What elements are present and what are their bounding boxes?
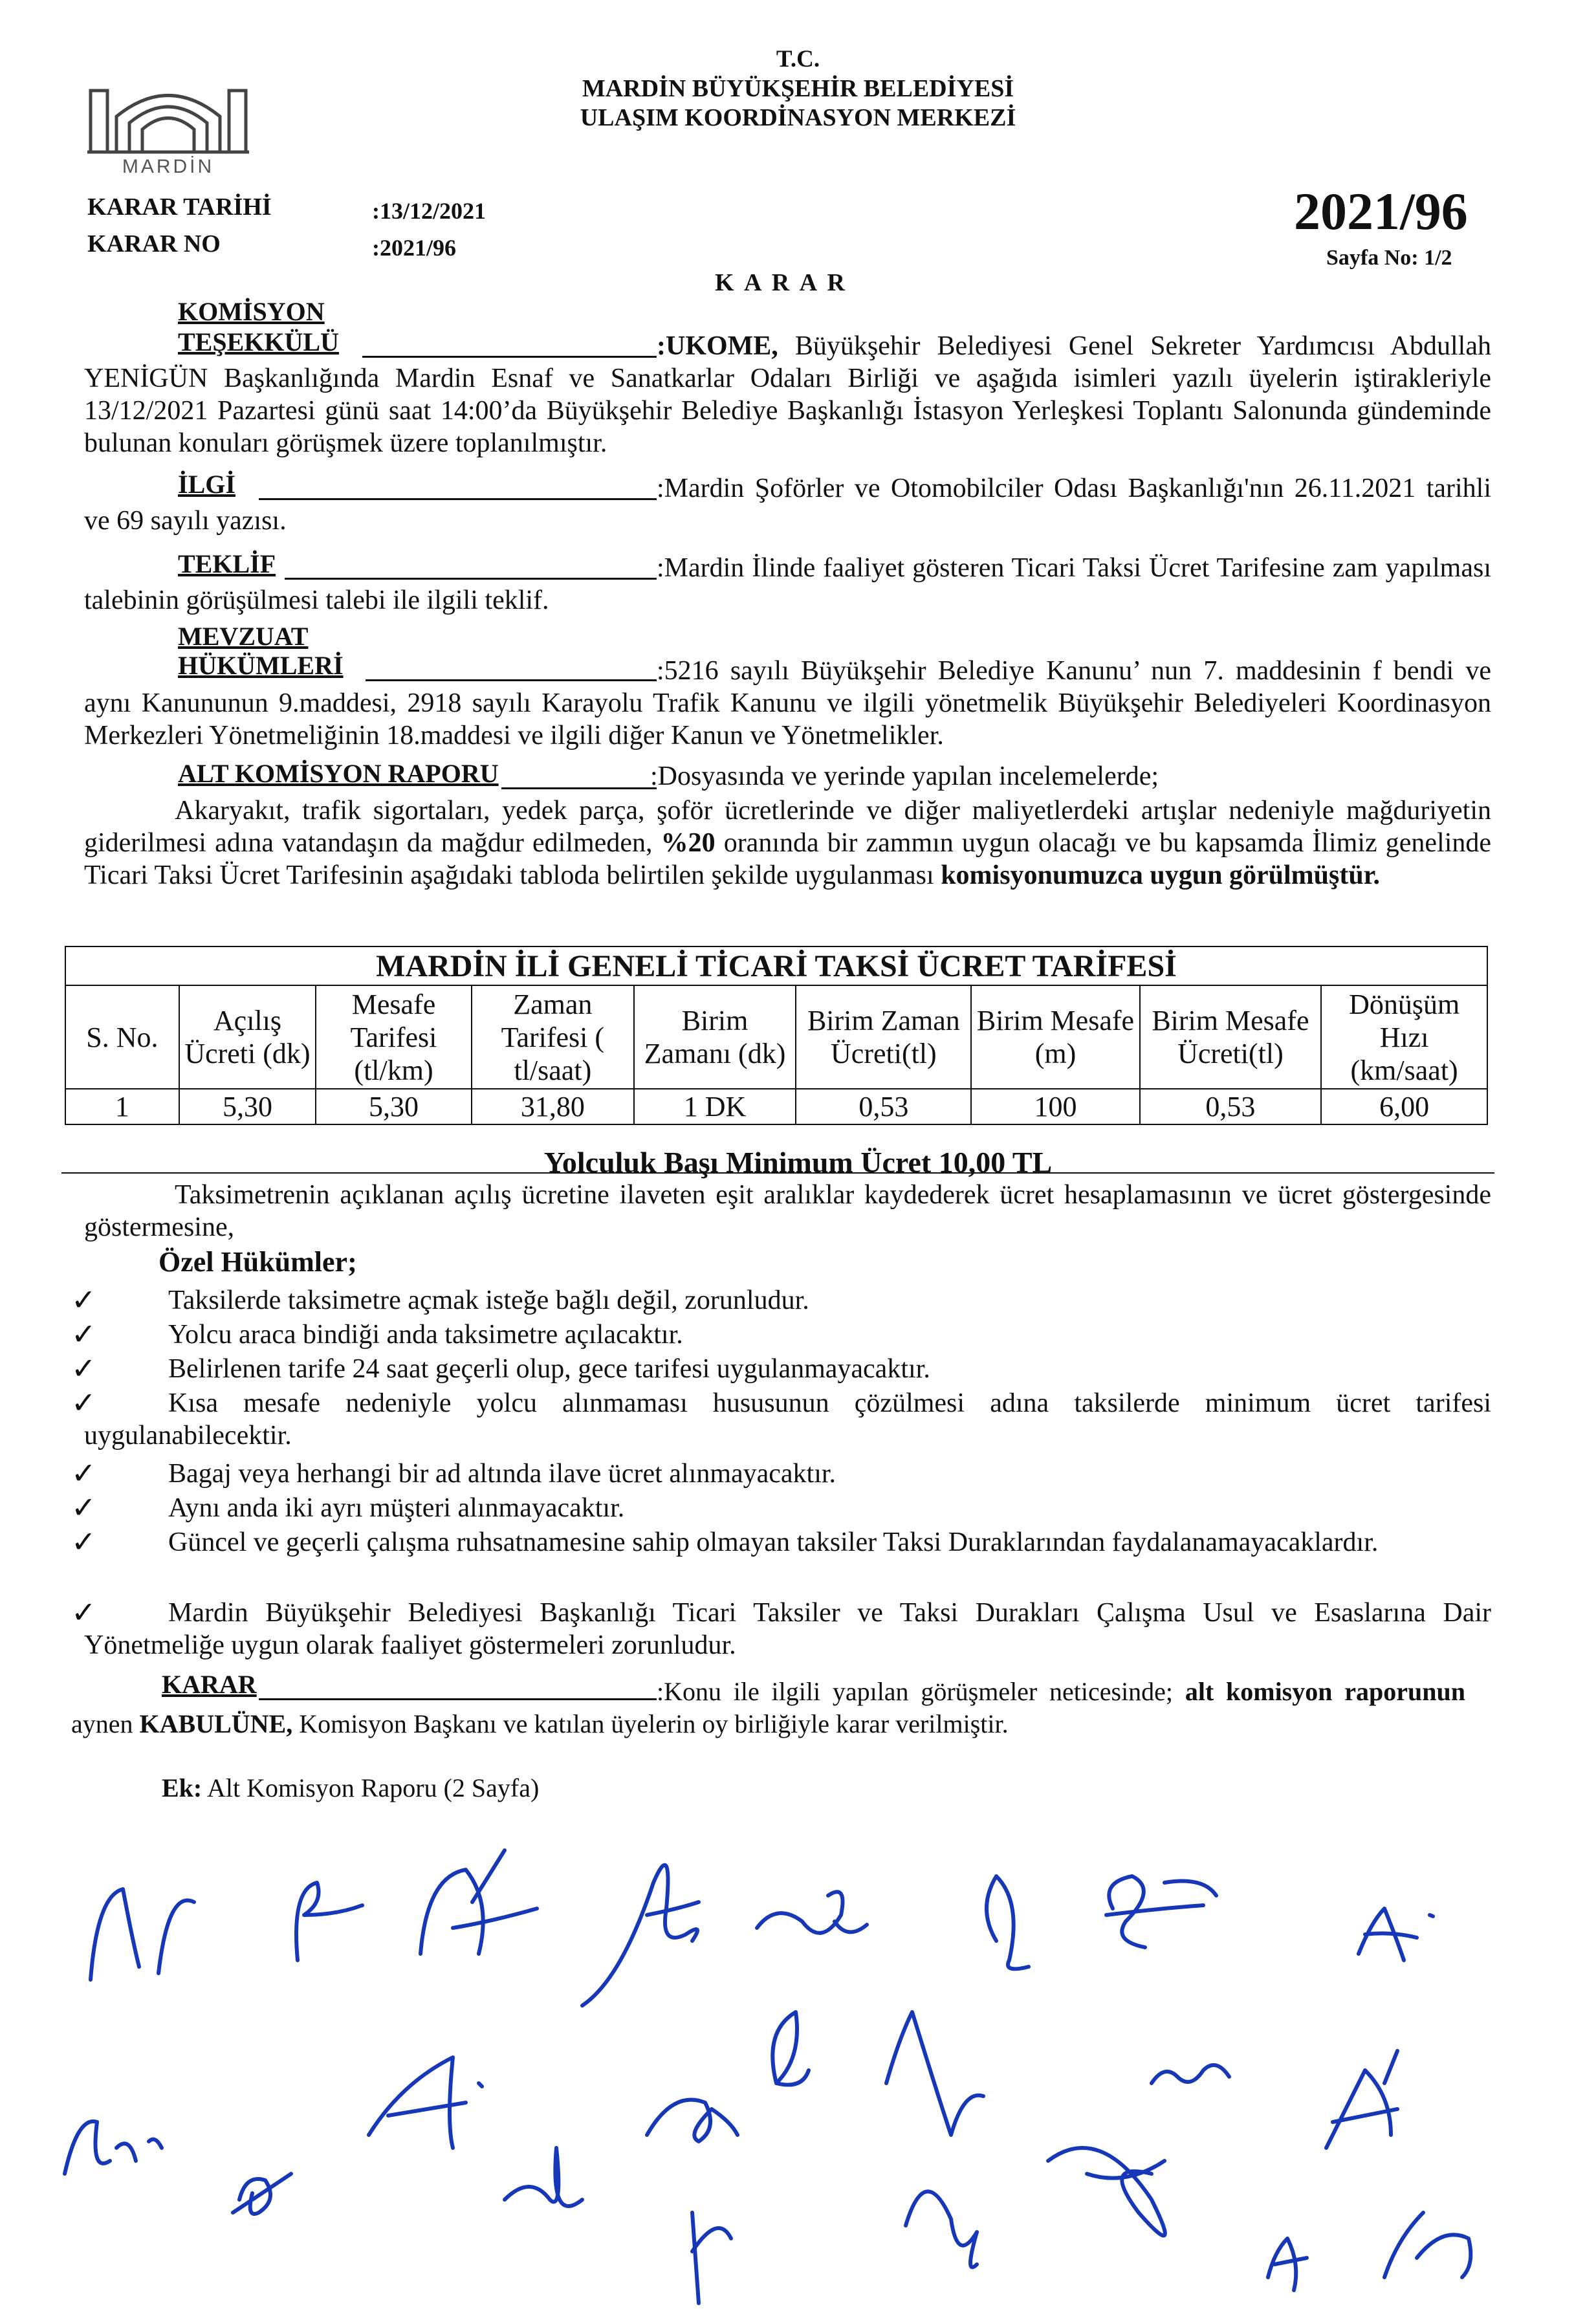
signature-14: [692, 2213, 731, 2303]
check-icon: ✓: [71, 1526, 96, 1559]
taksimetre-paragraph: Taksimetrenin açıklanan açılış ücretine ilaveten eşit aralıklar kaydederek ücret hesaplamasının ve ücret göstergesinde göstermesine,: [84, 1180, 1491, 1242]
alt-komisyon-label: ALT KOMİSYON RAPORU: [178, 759, 499, 788]
table-bottom-line: [61, 1172, 1494, 1174]
alt-para-conclusion: komisyonumuzca uygun görülmüştür.: [941, 860, 1380, 890]
signature-10: [233, 2174, 291, 2214]
tesekkulu-label: TEŞEKKÜLÜ: [178, 327, 339, 356]
th-donusum-hizi: Dönüşüm Hızı (km/saat): [1321, 985, 1487, 1089]
th-birim-mesafe-ucreti: Birim Mesafe Ücreti(tl): [1140, 985, 1322, 1089]
alt-para-percent: %20: [661, 828, 716, 858]
karar-paragraph: [71, 1676, 1465, 1740]
komisyon-text: Büyükşehir Belediyesi Genel Sekreter Yardımcısı Abdullah YENİGÜN Başkanlığında Mardin Esnaf ve Sanatkarlar Odaları Birliği ve aşağıda isimleri yazılı üyelerin iştirakleriyle 13/12/2021 Pazartesi günü saat 14:00’da Büyükşehir Belediye Başkanlığı İstasyon Yerleşkesi Toplantı Salonunda gündeminde bulunan konuları görüşmek üzere toplanılmıştır.: [84, 331, 1491, 458]
karar-label: KARAR: [162, 1670, 257, 1699]
karar-tarihi-label: KARAR TARİHİ: [87, 193, 272, 221]
signature-22: [1384, 2213, 1470, 2277]
signature-1: [91, 1889, 194, 1980]
signature-5: [757, 1892, 867, 1932]
rule-item: Yolcu araca bindiği anda taksimetre açılacaktır.: [168, 1320, 683, 1350]
komisyon-paragraph: [84, 330, 1491, 459]
signature-17: [906, 2191, 977, 2267]
rule-item: Güncel ve geçerli çalışma ruhsatnamesine sahip olmayan taksiler Taksi Duraklarından faydalanamayacaklardır.: [168, 1527, 1379, 1557]
karar-title: K A R A R: [715, 269, 847, 296]
signature-12: [505, 2148, 582, 2206]
minimum-fare: Yolculuk Başı Minimum Ücret 10,00 TL: [543, 1146, 1053, 1179]
cell-birim-zamani: 1 DK: [634, 1089, 796, 1124]
signature-20: [1326, 2051, 1397, 2148]
signature-9: [65, 2121, 162, 2174]
cell-mesafe-tarifesi: 5,30: [316, 1089, 472, 1124]
karar-no-label: KARAR NO: [87, 230, 221, 257]
check-icon: ✓: [71, 1457, 96, 1490]
decision-number: 2021/96: [1294, 182, 1468, 241]
tariff-header-row: [65, 985, 1487, 1089]
th-zaman-tarifesi: Zaman Tarifesi ( tl/saat): [472, 985, 634, 1089]
label-underline: [501, 787, 657, 789]
alt-para-a: Akaryakıt, trafik sigortaları, yedek parça, şoför ücretlerinde ve diğer maliyetlerdeki artışlar nedeniyle mağduriyetin giderilmesi adına vatandaşın da mağdur edilmeden,: [84, 796, 1491, 858]
karar-text-a: :Konu ile ilgili yapılan görüşmeler neticesinde;: [657, 1677, 1185, 1706]
cell-birim-zaman-ucreti: 0,53: [796, 1089, 971, 1124]
rule-item: Belirlenen tarife 24 saat geçerli olup, gece tarifesi uygulanmayacaktır.: [168, 1354, 930, 1384]
ukome-lead: :UKOME,: [657, 331, 778, 361]
rule-item: Aynı anda iki ayrı müşteri alınmayacaktır.: [168, 1493, 625, 1523]
mevzuat-label: MEVZUAT: [178, 622, 309, 651]
th-birim-zamani: Birim Zamanı (dk): [634, 985, 796, 1089]
signature-19: [1152, 2065, 1229, 2083]
signature-8: [1359, 1909, 1433, 1960]
komisyon-label: KOMİSYON: [178, 297, 325, 326]
check-icon: ✓: [71, 1318, 96, 1351]
header-department: ULAŞIM KOORDİNASYON MERKEZİ: [580, 104, 1016, 131]
th-mesafe-tarifesi: Mesafe Tarifesi (tl/km): [316, 985, 472, 1089]
signature-13: [647, 2100, 738, 2141]
teklif-text: :Mardin İlinde faaliyet gösteren Ticari Taksi Ücret Tarifesine zam yapılması talebinin görüşülmesi talebi ile ilgili teklif.: [84, 553, 1491, 615]
check-icon: ✓: [71, 1386, 96, 1419]
ilgi-label: İLGİ: [178, 470, 235, 499]
tariff-table-title: MARDİN İLİ GENELİ TİCARİ TAKSİ ÜCRET TARİFESİ: [65, 947, 1487, 985]
signatures-area: [0, 1811, 1596, 2309]
check-icon: ✓: [71, 1491, 96, 1524]
alt-komisyon-paragraph: [84, 794, 1491, 892]
cell-birim-mesafe: 100: [971, 1089, 1139, 1124]
karar-tarihi-value: :13/12/2021: [372, 198, 486, 224]
check-icon: ✓: [71, 1284, 96, 1317]
mardin-logo: [84, 78, 252, 175]
signature-21: [1268, 2238, 1307, 2290]
th-sno: S. No.: [65, 985, 179, 1089]
ek-text: Alt Komisyon Raporu (2 Sayfa): [202, 1773, 540, 1802]
rule-item: Taksilerde taksimetre açmak isteğe bağlı değil, zorunludur.: [168, 1286, 809, 1315]
header-tc: T.C.: [776, 46, 820, 72]
cell-sno: 1: [65, 1089, 179, 1124]
karar-no-value: :2021/96: [372, 235, 456, 261]
hukumleri-label: HÜKÜMLERİ: [178, 651, 344, 680]
th-birim-zaman-ucreti: Birim Zaman Ücreti(tl): [796, 985, 971, 1089]
th-birim-mesafe: Birim Mesafe (m): [971, 985, 1139, 1089]
signature-2: [296, 1883, 362, 1960]
ek-label: Ek:: [162, 1773, 202, 1802]
header-municipality: MARDİN BÜYÜKŞEHİR BELEDİYESİ: [582, 75, 1014, 102]
rule-item: Bagaj veya herhangi bir ad altında ilave ücret alınmayacaktır.: [168, 1459, 836, 1489]
signature-4: [582, 1865, 699, 2006]
signature-11: [369, 2057, 482, 2148]
rule-item: Mardin Büyükşehir Belediyesi Başkanlığı Ticari Taksiler ve Taksi Durakları Çalışma Usul ve Esaslarına Dair Yönetmeliğe uygun olarak faaliyet göstermeleri zorunludur.: [84, 1598, 1491, 1660]
cell-zaman-tarifesi: 31,80: [472, 1089, 634, 1124]
th-acilis: Açılış Ücreti (dk): [179, 985, 316, 1089]
check-icon: ✓: [71, 1352, 96, 1385]
logo-text: MARDİN: [122, 156, 215, 177]
karar-text-b: aynen: [71, 1709, 140, 1738]
table-row: [65, 1089, 1487, 1124]
alt-komisyon-text: :Dosyasında ve yerinde yapılan incelemelerde;: [650, 761, 1159, 791]
cell-birim-mesafe-ucreti: 0,53: [1140, 1089, 1322, 1124]
signature-7: [1106, 1876, 1216, 1947]
page-number: Sayfa No: 1/2: [1326, 246, 1452, 270]
ozel-hukumler-title: Özel Hükümler;: [159, 1246, 357, 1278]
karar-kabul: KABULÜNE,: [139, 1709, 293, 1738]
ilgi-text: :Mardin Şoförler ve Otomobilciler Odası Başkanlığı'nın 26.11.2021 tarihli ve 69 sayılı yazısı.: [84, 474, 1491, 536]
signature-6: [987, 1876, 1029, 1969]
ek-line: [162, 1773, 539, 1803]
signature-18: [1048, 2148, 1165, 2236]
signature-15: [772, 2012, 809, 2085]
karar-text-c: Komisyon Başkanı ve katılan üyelerin oy birliğiyle karar verilmiştir.: [292, 1709, 1009, 1738]
check-icon: ✓: [71, 1596, 96, 1629]
signature-3: [421, 1850, 537, 1954]
cell-acilis: 5,30: [179, 1089, 316, 1124]
karar-bold-a: alt komisyon raporunun: [1185, 1677, 1465, 1706]
alt-para-b: oranında bir zammın uygun olacağı ve bu kapsamda İlimiz genelinde Ticari Taksi Ücret Tarifesinin aşağıdaki tabloda belirtilen şekilde uygulanması: [84, 828, 1492, 890]
teklif-label: TEKLİF: [178, 549, 276, 578]
tariff-table: [65, 946, 1488, 1125]
mevzuat-text: :5216 sayılı Büyükşehir Belediye Kanunu’ nun 7. maddesinin f bendi ve aynı Kanununun 9.maddesi, 2918 sayılı Karayolu Trafik Kanunu ve ilgili yönetmelik Büyükşehir Belediyeleri Koordinasyon Merkezleri Yönetmeliğinin 18.maddesi ve ilgili diğer Kanun ve Yönetmelikler.: [84, 656, 1491, 750]
signature-16: [886, 2012, 983, 2135]
mardin-logo-icon: [84, 78, 252, 155]
rule-item: Kısa mesafe nedeniyle yolcu alınmaması hususunun çözülmesi adına taksilerde minimum ücret tarifesi uygulanabilecektir.: [84, 1388, 1491, 1450]
cell-donusum-hizi: 6,00: [1321, 1089, 1487, 1124]
